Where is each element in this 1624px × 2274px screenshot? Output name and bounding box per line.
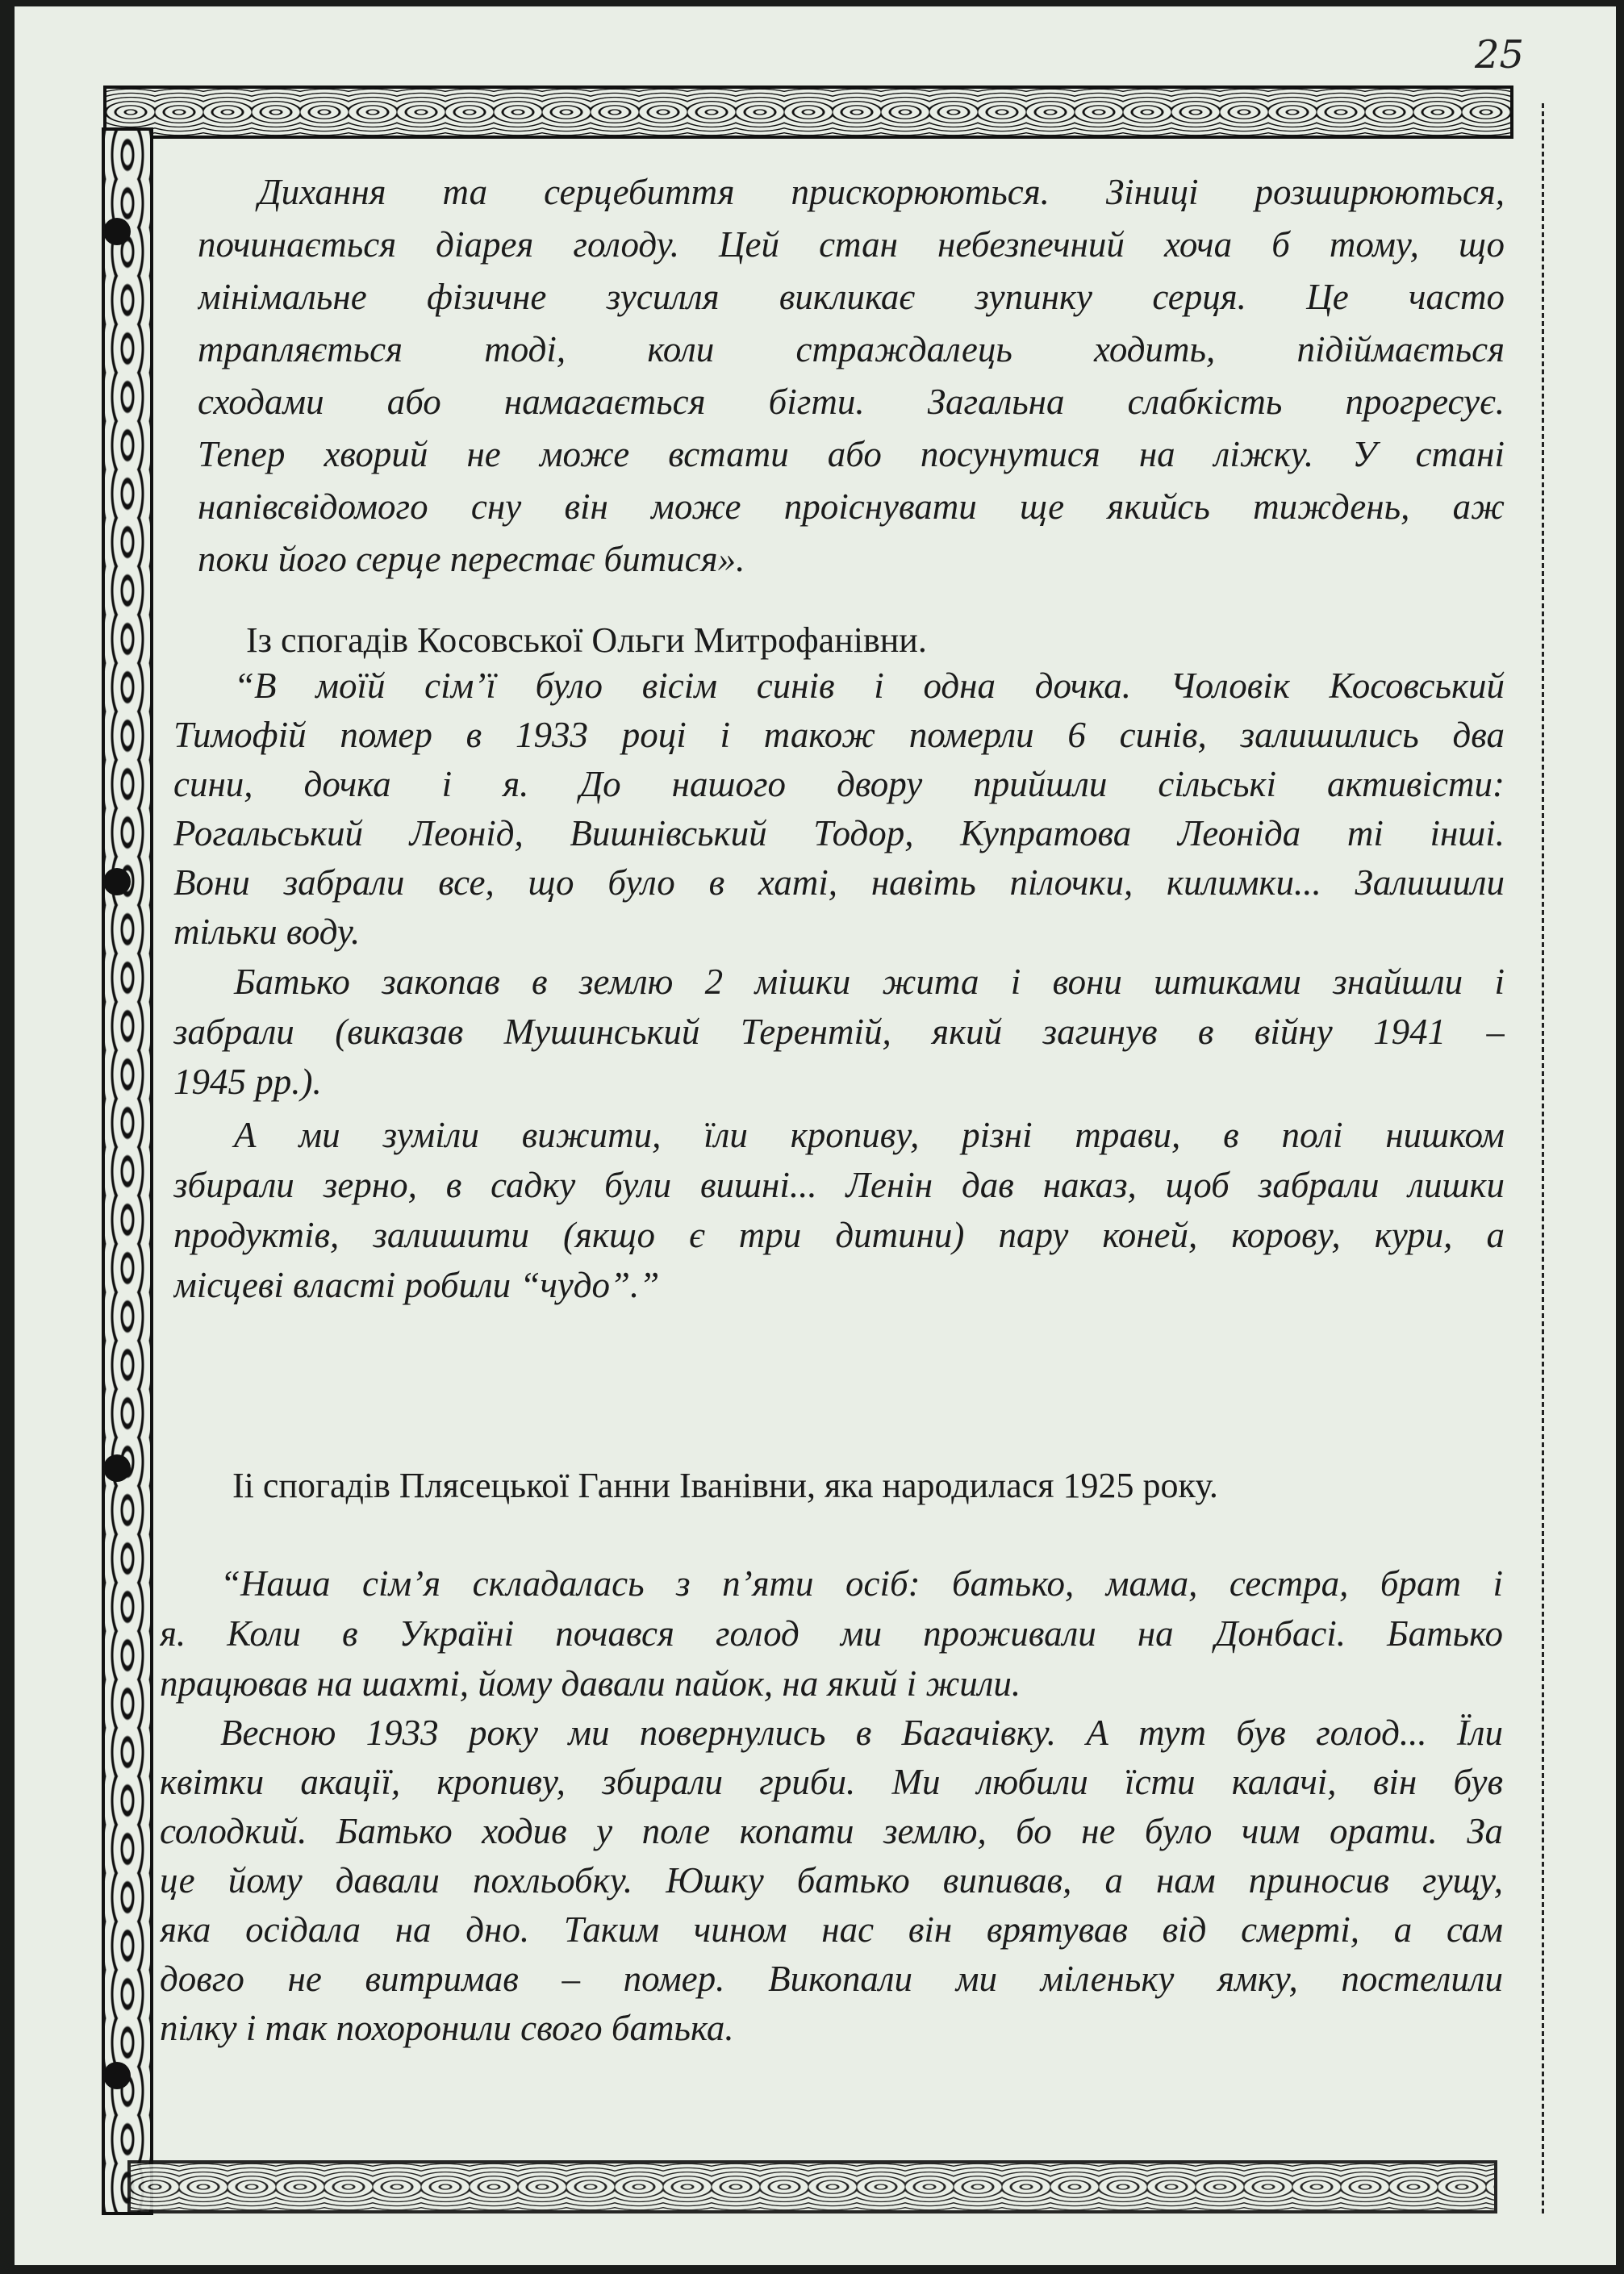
text-line: “В моїй сім’ї було вісім синів і одна дочка. Чоловік Косовський (234, 666, 1505, 706)
text-line: трапляється тоді, коли страждалець ходить, підіймається (198, 329, 1505, 369)
text-line: Тимофій помер в 1933 році і також померли 6 синів, залишились два (173, 715, 1505, 755)
text-line: Рогальський Леонід, Вишнівський Тодор, Купратова Леоніда ті інші. (173, 813, 1505, 853)
text-line: місцеві власті робили “чудо”.” (173, 1265, 660, 1305)
text-line: сини, дочка і я. До нашого двору прийшли сільські активісти: (173, 764, 1505, 804)
paragraph-6 (160, 1709, 1503, 2053)
heading-2: Іі спогадів Плясецької Ганни Іванівни, яка народилася 1925 року. (232, 1466, 1218, 1505)
decorative-border-bottom (127, 2160, 1497, 2213)
text-line: Батько закопав в землю 2 мішки жита і вони штиками знайшли і (234, 962, 1505, 1002)
punch-hole (103, 218, 131, 245)
paragraph-2 (173, 661, 1505, 957)
page-number: 25 (1475, 32, 1525, 77)
paragraph-5 (160, 1558, 1503, 1709)
paragraph-4 (173, 1110, 1505, 1310)
punch-hole (103, 868, 131, 895)
text-line: починається діарея голоду. Цей стан небезпечний хоча б тому, що (198, 224, 1505, 265)
text-line: мінімальне фізичне зусилля викликає зупинку серця. Це часто (198, 277, 1505, 317)
text-line: Вони забрали все, що було в хаті, навіть пілочки, килимки... Залишили (173, 862, 1505, 903)
text-line: сходами або намагається бігти. Загальна слабкість прогресує. (198, 382, 1505, 422)
text-line: солодкий. Батько ходив у поле копати землю, бо не було чим орати. За (160, 1811, 1503, 1851)
text-line: “Наша сім’я складалась з п’яти осіб: батько, мама, сестра, брат і (220, 1563, 1503, 1604)
heading-1: Із спогадів Косовської Ольги Митрофанівни. (246, 620, 927, 660)
document-page (15, 6, 1616, 2265)
paragraph-3 (173, 957, 1505, 1107)
text-line: поки його серце перестає битися». (198, 539, 745, 579)
text-line: квітки акації, кропиву, збирали гриби. Ми любили їсти калачі, він був (160, 1762, 1503, 1802)
punch-hole (103, 1454, 131, 1482)
text-line: напівсвідомого сну він може проіснувати ще якийсь тиждень, аж (198, 486, 1505, 527)
text-line: тільки воду. (173, 912, 361, 952)
text-line: довго не витримав – помер. Викопали ми міленьку ямку, постелили (160, 1959, 1503, 1999)
text-line: 1945 рр.). (173, 1062, 322, 1102)
text-line: Тепер хворий не може встати або посунутися на ліжку. У стані (198, 434, 1505, 474)
text-line: продуктів, залишити (якщо є три дитини) пару коней, корову, кури, а (173, 1215, 1505, 1255)
text-line: це йому давали похльобку. Юшку батько випивав, а нам приносив гущу, (160, 1860, 1503, 1901)
paragraph-1 (198, 166, 1505, 586)
text-line: Весною 1933 року ми повернулись в Багачівку. А тут був голод... Їли (220, 1713, 1503, 1753)
text-line: працював на шахті, йому давали пайок, на який і жили. (160, 1663, 1021, 1704)
punch-hole (103, 2062, 131, 2089)
text-line: пілку і так похоронили свого батька. (160, 2008, 734, 2048)
text-line: А ми зуміли вижити, їли кропиву, різні трави, в полі нишком (234, 1115, 1505, 1155)
decorative-border-top (103, 86, 1513, 139)
border-right-line (1542, 103, 1544, 2217)
text-line: я. Коли в Україні почався голод ми проживали на Донбасі. Батько (160, 1613, 1503, 1654)
text-line: збирали зерно, в садку були вишні... Ленін дав наказ, щоб забрали лишки (173, 1165, 1505, 1205)
text-line: яка осідала на дно. Таким чином нас він врятував від смерті, а сам (160, 1909, 1503, 1950)
text-line: забрали (виказав Мушинський Терентій, який загинув в війну 1941 – (173, 1012, 1505, 1052)
decorative-border-left (102, 127, 153, 2215)
text-line: Дихання та серцебиття прискорюються. Зіниці розширюються, (258, 172, 1505, 212)
